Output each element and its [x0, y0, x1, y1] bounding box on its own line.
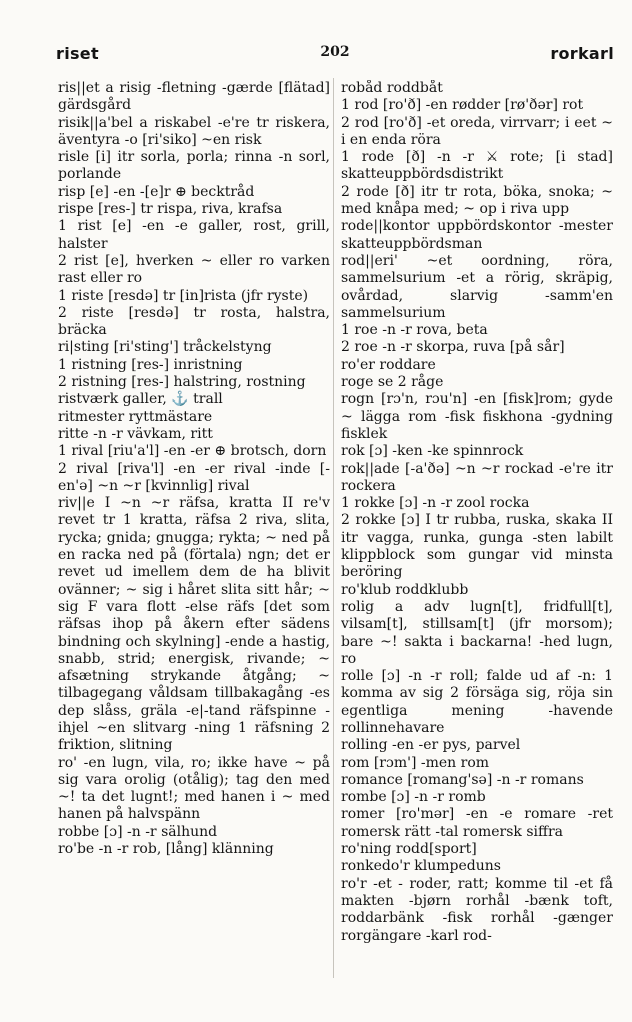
- right-column-entry: rok||ade [-a'ðə] ~n ~r rockad -e're itr rockera: [341, 460, 613, 494]
- left-column-entry: robbe [ɔ] -n -r sälhund: [58, 823, 218, 840]
- left-column-entry: risle [i] itr sorla, porla; rinna -n sorl, porlande: [58, 149, 330, 183]
- left-guide-word: riset: [56, 44, 99, 63]
- right-column-entry: rolig a adv lugn[t], fridfull[t], vilsam[t], stillsam[t] (jfr morsom); bare ~! sakta i backarna! -hed lugn, ro: [341, 598, 613, 667]
- left-column-entry: ristværk galler, ⚓ trall: [58, 391, 223, 408]
- right-column-entry: 1 rod [ro'ð] -en rødder [rø'ðər] rot: [341, 97, 584, 114]
- right-column-entry: ro'ning rodd[sport]: [341, 841, 477, 858]
- left-column-entry: ritte -n -r vävkam, ritt: [58, 425, 213, 442]
- column-divider: [333, 78, 334, 978]
- right-column-entry: romance [romang'sə] -n -r romans: [341, 771, 584, 788]
- left-column-entry: rispe [res-] tr rispa, riva, krafsa: [58, 201, 283, 218]
- left-column-entry: ri|sting [ri'sting'] tråckelstyng: [58, 339, 272, 356]
- right-column-entry: ro'er roddare: [341, 356, 436, 373]
- right-column-entry: 1 roe -n -r rova, beta: [341, 322, 488, 339]
- right-guide-word: rorkarl: [550, 44, 614, 63]
- left-column-entry: 2 riste [resdə] tr rosta, halstra, bräcka: [58, 304, 330, 339]
- right-column-entry: roge se 2 råge: [341, 374, 444, 391]
- left-column: [58, 80, 330, 858]
- left-column-entry: risik||a'bel a riskabel -e're tr riskera, äventyra -o [ri'siko] ~en risk: [58, 114, 330, 148]
- right-column-entry: 1 rode [ð] -n -r ⚔ rote; [i stad] skatteuppbördsdistrikt: [341, 149, 613, 183]
- right-column-entry: rolling -en -er pys, parvel: [341, 737, 521, 754]
- right-column-entry: ro'klub roddklubb: [341, 581, 469, 598]
- right-column-entry: robåd roddbåt: [341, 80, 443, 96]
- left-column-entry: 1 rival [riu'a'l] -en -er ⊕ brotsch, dorn: [58, 443, 327, 460]
- left-column-entry: ritmester ryttmästare: [58, 408, 213, 425]
- left-column-entry: ro'be -n -r rob, [lång] klänning: [58, 841, 274, 858]
- left-column-entry: 1 rist [e] -en -e galler, rost, grill, halster: [58, 218, 330, 252]
- left-column-entry: riv||e I ~n ~r räfsa, kratta II re'v revet tr 1 kratta, räfsa 2 riva, slita, rycka; gnida; gnugga; rykta; ~ ned på en racka ned på (förtala) ngn; det er revet ud imellem dem de ha blivit ovänner; ~ sig i håret slita sitt hår; ~ sig F vara flott -else räfs [det som räfsas ihop på åkern efter sädens bindning och skylning] -ende a hastig, snabb, strid; energisk, rivande; ~ afsætning strykande åtgång; ~ tilbagegang våldsam tillbakagång -es dep slåss, gräla -e|-tand räfspinne -ihjel ~en slitvarg -ning 1 räfsning 2 friktion, slitning: [58, 495, 330, 754]
- right-column-entry: rod||eri' ~et oordning, röra, sammelsurium -et a rörig, skräpig, ovårdad, slarvig -samm'en sammelsurium: [341, 252, 613, 321]
- right-column-entry: rombe [ɔ] -n -r romb: [341, 789, 486, 806]
- right-column-entry: rom [rɔm'] -men rom: [341, 754, 490, 771]
- right-column-entry: rok [ɔ] -ken -ke spinnrock: [341, 443, 524, 460]
- right-column-entry: rogn [rɔ'n, rɔu'n] -en [fisk]rom; gyde ~ lägga rom -fisk fiskhona -gydning fisklek: [341, 391, 613, 442]
- left-column-entry: 2 rival [riva'l] -en -er rival -inde [-en'ə] ~n ~r [kvinnlig] rival: [58, 460, 330, 494]
- left-column-entry: 1 ristning [res-] inristning: [58, 356, 243, 373]
- right-column-entry: 1 rokke [ɔ] -n -r zool rocka: [341, 495, 530, 512]
- right-column: [341, 80, 613, 945]
- left-column-entry: 2 ristning [res-] halstring, rostning: [58, 374, 306, 391]
- left-column-entry: 2 rist [e], hverken ~ eller ro varken rast eller ro: [58, 252, 330, 287]
- right-column-entry: 2 roe -n -r skorpa, ruva [på sår]: [341, 339, 565, 356]
- right-column-entry: 2 rod [ro'ð] -et oreda, virrvarr; i eet ~ i en enda röra: [341, 114, 613, 148]
- left-column-entry: 1 riste [resdə] tr [in]rista (jfr ryste): [58, 287, 309, 304]
- page-header: [56, 44, 614, 70]
- right-column-entry: ronkedo'r klumpeduns: [341, 858, 501, 875]
- right-column-entry: rolle [ɔ] -n -r roll; falde ud af -n: 1 komma av sig 2 försäga sig, röja sin egentliga mening -havende rollinnehavare: [341, 668, 613, 736]
- right-column-entry: rode||kontor uppbördskontor -mester skatteuppbördsman: [341, 218, 613, 252]
- left-column-entry: risp [e] -en -[e]r ⊕ becktråd: [58, 183, 255, 200]
- right-column-entry: 2 rokke [ɔ] I tr rubba, ruska, skaka II itr vagga, runka, gunga -sten labilt klippblock som gungar vid minsta beröring: [341, 512, 613, 581]
- right-column-entry: 2 rode [ð] itr tr rota, böka, snoka; ~ med knåpa med; ~ op i riva upp: [341, 183, 613, 218]
- left-column-entry: ris||et a risig -fletning -gærde [flätad] gärdsgård: [58, 80, 330, 114]
- page-number: 202: [320, 44, 350, 60]
- left-column-entry: ro' -en lugn, vila, ro; ikke have ~ på sig vara orolig (otålig); tag den med ~! ta det lugnt!; med hanen i ~ med hanen på halvspänn: [58, 754, 330, 823]
- right-column-entry: romer [ro'mər] -en -e romare -ret romersk rätt -tal romersk siffra: [341, 806, 613, 840]
- right-column-entry: ro'r -et - roder, ratt; komme til -et få makten -bjørn rorhål -bænk toft, roddarbänk -fisk rorhål -gænger rorgängare -karl rod-: [341, 875, 613, 944]
